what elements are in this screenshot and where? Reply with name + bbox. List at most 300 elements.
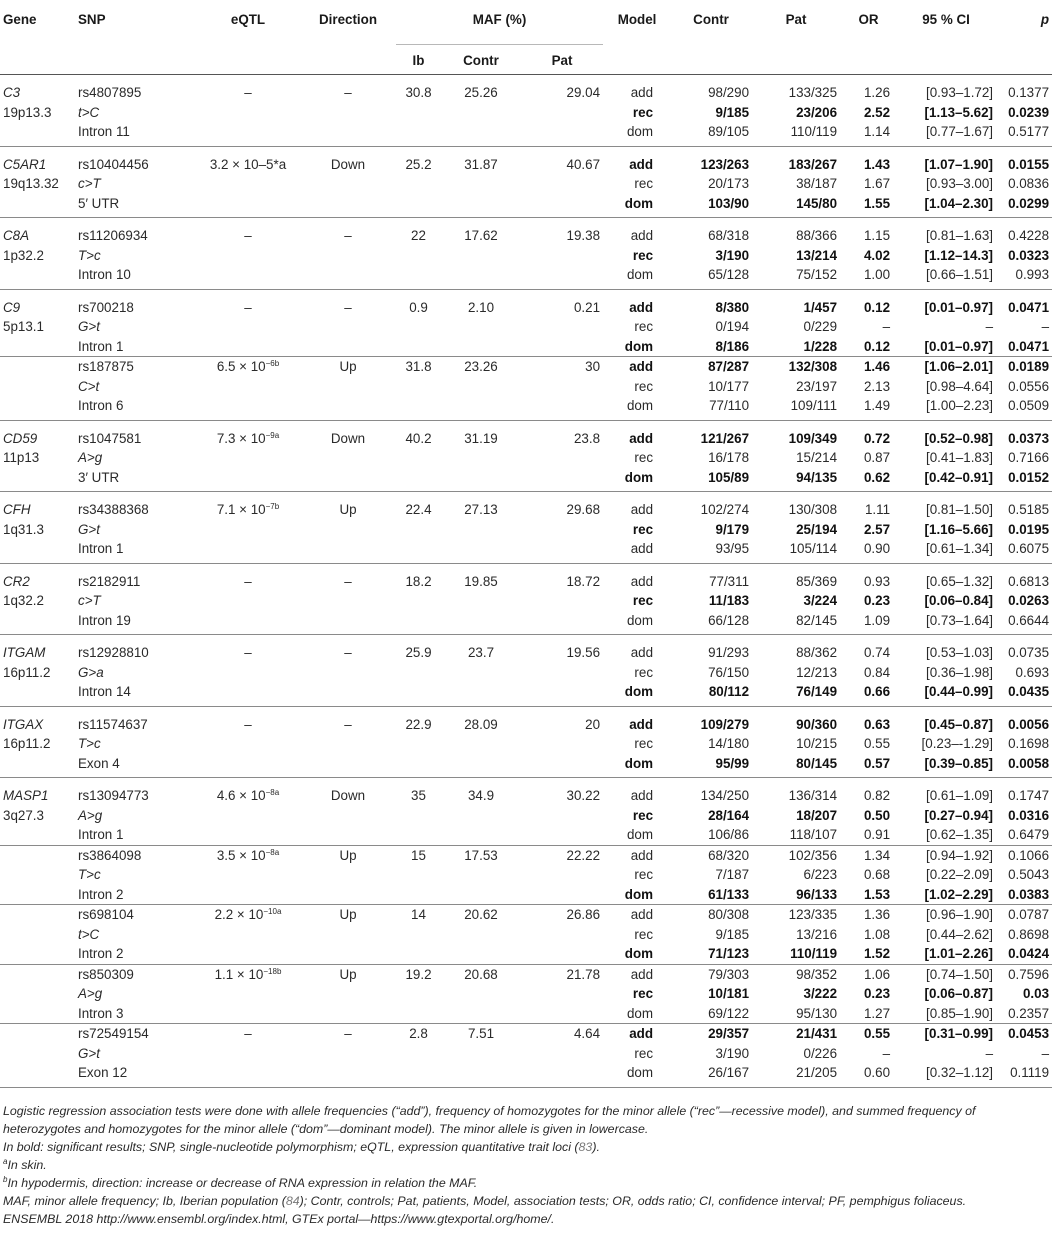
contr-count: 134/250 (700, 788, 750, 803)
empty-cell (521, 663, 603, 683)
model-cell: rec (632, 104, 654, 120)
eqtl-value (196, 357, 300, 377)
empty-cell (521, 317, 603, 337)
snp-region: 5′ UTR (78, 195, 120, 211)
confidence-interval: [0.61–1.34] (926, 541, 994, 556)
direction-value: Up (339, 502, 357, 517)
gene-cell-empty (0, 265, 78, 289)
pat-count: 13/216 (796, 926, 838, 942)
confidence-interval: [0.81–1.50] (926, 502, 994, 517)
odds-ratio: 0.90 (863, 541, 891, 556)
empty-cell (196, 103, 300, 123)
model-cell: rec (634, 378, 654, 394)
snp-alleles: T>c (78, 867, 101, 882)
maf-pat: 19.38 (566, 228, 601, 243)
snp-id: rs1047581 (78, 430, 142, 446)
p-value: 0.7596 (1008, 966, 1050, 982)
snp-region: 3′ UTR (78, 469, 120, 485)
header-pat: Pat (785, 12, 807, 27)
empty-cell (441, 265, 521, 289)
odds-ratio: 1.52 (863, 946, 891, 961)
eqtl-base: – (244, 1026, 252, 1041)
reference-link[interactable]: 83 (578, 1140, 593, 1154)
maf-contr: 28.09 (464, 716, 498, 732)
empty-cell (196, 468, 300, 492)
odds-ratio: 1.46 (863, 359, 891, 374)
maf-contr: 27.13 (464, 502, 498, 517)
gene-name: CFH (3, 502, 31, 517)
p-value: 0.0299 (1008, 195, 1050, 211)
empty-cell (521, 925, 603, 945)
pat-count: 145/80 (796, 195, 838, 211)
contr-count: 8/380 (715, 299, 750, 315)
footnote-text: In bold: significant results; SNP, single-nucleotide polymorphism; eQTL, expression quantitative trait loci ( (3, 1140, 579, 1154)
eqtl-value (196, 218, 300, 246)
empty-cell (196, 1004, 300, 1024)
gene-cell-empty (0, 925, 78, 945)
p-value: 0.0453 (1008, 1026, 1050, 1041)
pat-count: 75/152 (796, 267, 838, 282)
p-value: 0.1747 (1008, 788, 1050, 803)
eqtl-base: – (244, 645, 252, 660)
gene-cell-empty (0, 682, 78, 706)
pat-count: 96/133 (796, 886, 838, 902)
model-cell: add (629, 359, 654, 374)
model-cell: dom (624, 684, 654, 699)
confidence-interval: [0.66–1.51] (926, 267, 994, 282)
direction-value: – (344, 299, 352, 315)
odds-ratio: 0.84 (863, 664, 891, 680)
model-cell: rec (634, 176, 654, 191)
empty-cell (300, 265, 396, 289)
odds-ratio: 4.02 (863, 247, 891, 263)
eqtl-value (196, 492, 300, 520)
empty-cell (441, 806, 521, 826)
eqtl-base: 3.2 × 10–5*a (209, 156, 287, 172)
table-row (0, 317, 1052, 337)
model-cell: add (630, 541, 654, 556)
table-row (0, 265, 1052, 289)
odds-ratio: 0.74 (863, 645, 891, 660)
empty-cell (521, 520, 603, 540)
confidence-interval: [0.36–1.98] (926, 664, 994, 680)
gene-locus: 19p13.3 (3, 104, 52, 120)
model-cell: rec (632, 247, 654, 263)
p-value: 0.0056 (1008, 716, 1050, 732)
empty-cell (396, 944, 441, 964)
eqtl-exponent: −6b (265, 359, 280, 368)
model-cell: add (630, 645, 654, 660)
empty-cell (441, 1063, 521, 1087)
header-p: p (1040, 12, 1050, 27)
pat-count: 13/214 (796, 247, 838, 263)
p-value: 0.1119 (1010, 1065, 1050, 1080)
eqtl-base: – (244, 85, 252, 100)
gene-cell-empty (0, 377, 78, 397)
empty-cell (441, 611, 521, 635)
maf-pat: 18.72 (566, 573, 601, 589)
p-value: 0.0509 (1008, 398, 1050, 413)
empty-cell (300, 925, 396, 945)
model-cell: rec (634, 926, 654, 942)
model-cell: add (629, 299, 654, 315)
snp-region: Intron 2 (78, 946, 124, 961)
empty-cell (521, 591, 603, 611)
empty-cell (300, 754, 396, 778)
p-value: 0.7166 (1008, 450, 1050, 465)
contr-count: 7/187 (715, 867, 750, 882)
odds-ratio: 1.34 (863, 847, 891, 863)
contr-count: 102/274 (700, 502, 750, 517)
snp-alleles: A>g (78, 807, 103, 823)
maf-contr: 31.87 (464, 156, 498, 172)
table-row (0, 174, 1052, 194)
empty-cell (196, 539, 300, 563)
direction-value: – (344, 645, 352, 660)
p-value: 0.5177 (1008, 124, 1050, 139)
contr-count: 103/90 (708, 195, 750, 211)
empty-cell (196, 1063, 300, 1087)
pat-count: 1/457 (803, 299, 838, 315)
empty-cell (396, 825, 441, 845)
p-value: 0.0316 (1008, 807, 1050, 823)
odds-ratio: 1.27 (863, 1005, 891, 1021)
odds-ratio: 0.93 (863, 573, 891, 589)
snp-id: rs13094773 (78, 788, 149, 803)
empty-cell (441, 448, 521, 468)
gene-name: C9 (3, 299, 21, 315)
contr-count: 80/112 (708, 684, 750, 699)
table-row (0, 218, 1052, 246)
maf-contr: 2.10 (467, 299, 495, 315)
maf-ib: 19.2 (405, 966, 432, 982)
p-value: 0.0189 (1008, 359, 1050, 374)
empty-cell (300, 103, 396, 123)
table-row (0, 682, 1052, 706)
odds-ratio: 0.82 (863, 788, 891, 803)
contr-count: 89/105 (708, 124, 750, 139)
empty-cell (521, 103, 603, 123)
contr-count: 76/150 (708, 664, 750, 680)
snp-alleles: c>T (78, 593, 101, 608)
empty-cell (396, 806, 441, 826)
pat-count: 38/187 (796, 176, 838, 191)
table-row (0, 103, 1052, 123)
empty-cell (521, 337, 603, 357)
empty-cell (300, 825, 396, 845)
p-value: 0.03 (1022, 986, 1050, 1001)
empty-cell (441, 944, 521, 964)
confidence-interval: [1.12–14.3] (924, 247, 994, 263)
table-row (0, 146, 1052, 174)
confidence-interval: [0.96–1.90] (926, 907, 994, 922)
p-value: 0.2357 (1008, 1005, 1050, 1021)
pat-count: 10/215 (796, 736, 838, 751)
confidence-interval: [0.65–1.32] (926, 573, 994, 589)
pat-count: 110/119 (790, 124, 838, 139)
confidence-interval: [0.23–-1.29] (921, 736, 994, 751)
pat-count: 109/349 (788, 430, 838, 446)
odds-ratio: 0.55 (863, 1026, 891, 1041)
empty-cell (521, 122, 603, 146)
odds-ratio: 1.36 (863, 907, 891, 922)
p-value: 0.6479 (1008, 827, 1050, 842)
empty-cell (521, 825, 603, 845)
table-row (0, 1063, 1052, 1087)
p-value: 0.0155 (1008, 156, 1050, 172)
empty-cell (441, 885, 521, 905)
snp-region: Intron 11 (78, 124, 130, 139)
empty-cell (521, 865, 603, 885)
empty-cell (521, 539, 603, 563)
maf-ib: 35 (411, 788, 426, 803)
pat-count: 76/149 (796, 684, 838, 699)
gene-cell-empty (0, 337, 78, 357)
reference-link[interactable]: 84 (285, 1194, 300, 1208)
empty-cell (196, 984, 300, 1004)
empty-cell (300, 1044, 396, 1064)
gene-locus: 3q27.3 (3, 807, 44, 823)
empty-cell (441, 984, 521, 1004)
empty-cell (300, 317, 396, 337)
model-cell: rec (634, 867, 654, 882)
pat-count: 0/229 (803, 319, 838, 334)
snp-id: rs187875 (78, 359, 134, 374)
snp-alleles: c>T (78, 176, 101, 191)
confidence-interval: [0.93–3.00] (926, 176, 994, 191)
footnote-text: In skin. (7, 1158, 47, 1172)
pat-count: 88/366 (796, 228, 838, 243)
contr-count: 68/320 (708, 847, 750, 863)
gene-locus: 1q32.2 (3, 593, 44, 608)
odds-ratio: 2.52 (863, 104, 891, 120)
maf-pat: 40.67 (566, 156, 601, 172)
empty-cell (196, 337, 300, 357)
table-row (0, 925, 1052, 945)
table-row (0, 591, 1052, 611)
maf-ib: 18.2 (405, 573, 432, 589)
gene-name: CR2 (3, 573, 30, 589)
confidence-interval: [0.81–1.63] (926, 228, 994, 243)
empty-cell (441, 754, 521, 778)
empty-cell (521, 754, 603, 778)
confidence-interval: [0.01–0.97] (924, 299, 994, 315)
p-value: 0.0195 (1008, 521, 1050, 537)
empty-cell (441, 396, 521, 420)
p-value: 0.6813 (1008, 573, 1050, 589)
eqtl-base: – (244, 573, 252, 589)
snp-id: rs850309 (78, 966, 134, 982)
odds-ratio: – (882, 319, 891, 334)
maf-pat: 29.04 (566, 85, 601, 100)
gene-cell-empty (0, 468, 78, 492)
empty-cell (521, 611, 603, 635)
header-ci: 95 % CI (922, 12, 970, 27)
confidence-interval: [0.27–0.94] (924, 807, 994, 823)
table-row (0, 75, 1052, 103)
gene-locus: 1p32.2 (3, 247, 44, 263)
snp-id: rs11574637 (78, 716, 148, 732)
empty-cell (396, 539, 441, 563)
empty-cell (441, 663, 521, 683)
header-or: OR (858, 12, 879, 27)
empty-cell (196, 396, 300, 420)
snp-id: rs4807895 (78, 85, 142, 100)
contr-count: 91/293 (708, 645, 750, 660)
maf-pat: 30.22 (566, 788, 601, 803)
snp-alleles: G>t (78, 521, 100, 537)
p-value: 0.0424 (1008, 946, 1050, 961)
pat-count: 82/145 (796, 612, 838, 628)
model-cell: add (630, 966, 654, 982)
confidence-interval: [1.13–5.62] (924, 104, 994, 120)
contr-count: 9/185 (715, 926, 750, 942)
maf-contr: 19.85 (464, 573, 498, 589)
odds-ratio: 0.68 (863, 867, 891, 882)
p-value: 0.5043 (1008, 867, 1050, 882)
p-value: 0.6644 (1008, 612, 1050, 628)
eqtl-base: – (244, 228, 252, 243)
contr-count: 109/279 (700, 716, 750, 732)
odds-ratio: 0.60 (863, 1065, 891, 1080)
gene-group (0, 778, 1052, 1088)
model-cell: dom (624, 886, 654, 902)
model-cell: dom (626, 827, 654, 842)
table-row (0, 984, 1052, 1004)
model-cell: add (630, 847, 654, 863)
empty-cell (300, 520, 396, 540)
empty-cell (300, 194, 396, 218)
empty-cell (196, 317, 300, 337)
empty-cell (441, 122, 521, 146)
direction-value: Up (339, 359, 357, 374)
gene-name: C8A (3, 228, 30, 243)
gene-group (0, 706, 1052, 778)
table-row (0, 1044, 1052, 1064)
p-value: 0.0152 (1008, 469, 1050, 485)
confidence-interval: [0.94–1.92] (926, 847, 994, 863)
gene-cell-empty (0, 885, 78, 905)
maf-ib: 22 (411, 228, 426, 243)
eqtl-value (196, 635, 300, 663)
odds-ratio: 0.12 (863, 299, 891, 315)
gene-cell-empty (0, 396, 78, 420)
model-cell: add (629, 1026, 654, 1041)
p-value: – (1041, 319, 1050, 334)
maf-ib: 30.8 (405, 85, 432, 100)
eqtl-value (196, 845, 300, 865)
confidence-interval: [0.62–1.35] (926, 827, 994, 842)
snp-id: rs2182911 (78, 573, 141, 589)
gene-cell-empty (0, 825, 78, 845)
maf-contr: 20.68 (464, 966, 498, 982)
gene-group (0, 75, 1052, 147)
empty-cell (521, 246, 603, 266)
model-cell: add (630, 907, 654, 922)
model-cell: dom (624, 755, 654, 771)
p-value: 0.1066 (1008, 847, 1050, 863)
empty-cell (441, 865, 521, 885)
footnote-text: ); Contr, controls; Pat, patients, Model, association tests; OR, odds ratio; CI, confidence interval; PF, pemphigus foliaceus. (299, 1194, 967, 1208)
table-row (0, 754, 1052, 778)
gene-cell-empty (0, 122, 78, 146)
odds-ratio: 1.26 (863, 85, 891, 100)
contr-count: 106/86 (708, 827, 750, 842)
contr-count: 95/99 (715, 755, 750, 771)
contr-count: 10/181 (708, 986, 750, 1001)
maf-pat: 4.64 (573, 1026, 601, 1041)
empty-cell (441, 1004, 521, 1024)
table-header (0, 0, 1052, 75)
maf-ib: 31.8 (405, 359, 432, 374)
odds-ratio: 0.87 (863, 450, 891, 465)
model-cell: rec (632, 593, 654, 608)
contr-count: 61/133 (708, 886, 750, 902)
pat-count: 85/369 (796, 573, 838, 589)
direction-value: Down (330, 430, 366, 446)
empty-cell (300, 174, 396, 194)
contr-count: 79/303 (708, 966, 750, 982)
snp-alleles: T>c (78, 736, 101, 751)
empty-cell (196, 591, 300, 611)
odds-ratio: 1.53 (863, 886, 891, 902)
maf-pat: 30 (585, 359, 601, 374)
direction-value: Up (339, 966, 357, 982)
table-row (0, 468, 1052, 492)
empty-cell (441, 682, 521, 706)
maf-contr: 31.19 (464, 430, 498, 446)
gene-name: CD59 (3, 430, 38, 446)
gene-cell-empty (0, 1063, 78, 1087)
gene-cell-empty (0, 1044, 78, 1064)
maf-contr: 7.51 (467, 1026, 495, 1041)
pat-count: 88/362 (796, 645, 838, 660)
odds-ratio: 1.11 (864, 502, 891, 517)
maf-contr: 34.9 (467, 788, 495, 803)
pat-count: 23/197 (796, 378, 838, 394)
empty-cell (521, 448, 603, 468)
empty-cell (396, 194, 441, 218)
contr-count: 69/122 (708, 1005, 750, 1021)
empty-cell (300, 539, 396, 563)
empty-cell (441, 174, 521, 194)
snp-region: Intron 1 (78, 338, 124, 354)
table-row (0, 806, 1052, 826)
empty-cell (300, 337, 396, 357)
p-value: 0.0471 (1008, 299, 1050, 315)
model-cell: dom (626, 398, 654, 413)
odds-ratio: 1.06 (863, 966, 891, 982)
contr-count: 66/128 (708, 612, 750, 628)
confidence-interval: [0.01–0.97] (924, 338, 994, 354)
contr-count: 9/185 (715, 104, 750, 120)
empty-cell (300, 885, 396, 905)
gene-cell-empty (0, 964, 78, 984)
eqtl-base: 1.1 × 10 (214, 966, 264, 982)
pat-count: 130/308 (788, 502, 838, 517)
contr-count: 28/164 (708, 807, 750, 823)
maf-pat: 29.68 (566, 502, 601, 517)
gene-cell-empty (0, 1004, 78, 1024)
table-row (0, 289, 1052, 317)
gene-cell-empty (0, 611, 78, 635)
empty-cell (441, 825, 521, 845)
empty-cell (441, 377, 521, 397)
confidence-interval: [0.53–1.03] (926, 645, 994, 660)
footnote-text: In hypodermis, direction: increase or decrease of RNA expression in relation the MAF. (7, 1176, 478, 1190)
pat-count: 109/111 (790, 398, 838, 413)
confidence-interval: [0.06–0.87] (924, 986, 994, 1001)
